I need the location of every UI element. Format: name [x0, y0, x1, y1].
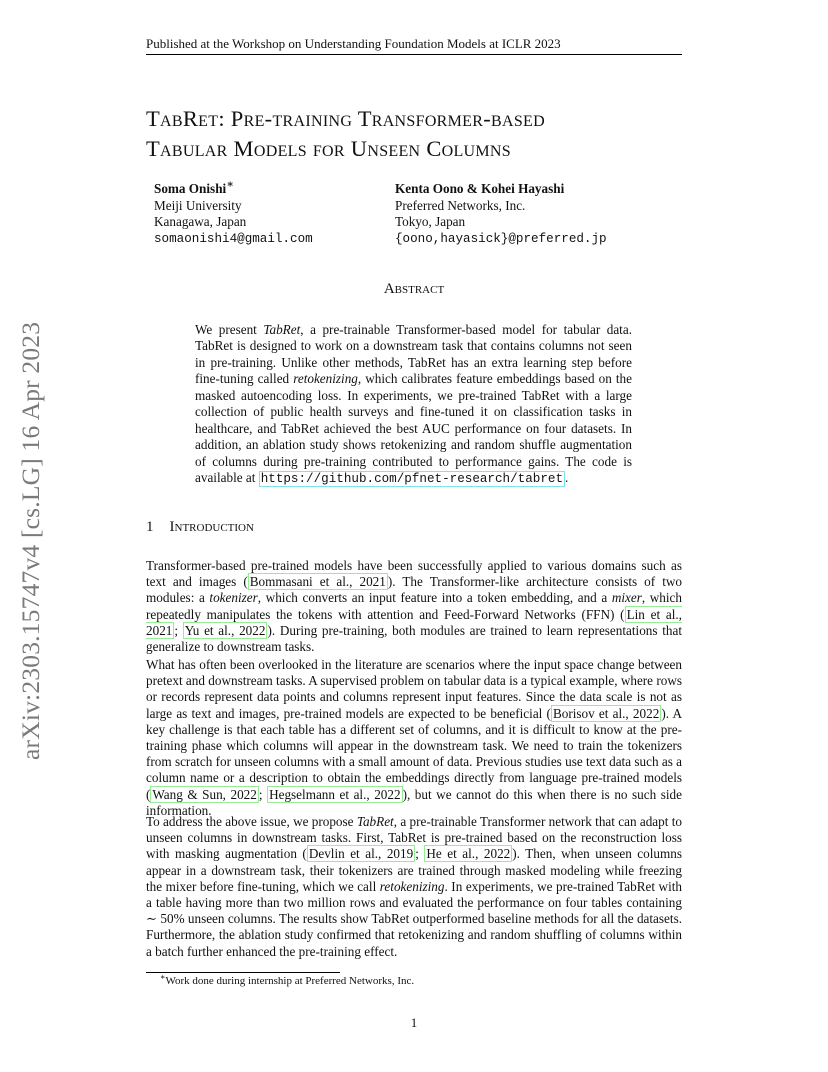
paragraph-text: , a pre-trainable Transformer network that can adapt to unseen columns in downstream tasks. First, TabRet is pre-trained based on the reconstruction loss with masking augmentation ( [146, 814, 682, 862]
citation-link[interactable]: Devlin et al., 2019 [308, 846, 414, 862]
paragraph-text: , which repeatedly manipulates the tokens with attention and Feed-Forward Networks (FFN) ( [146, 590, 682, 622]
abstract-text: . [565, 470, 569, 486]
citation-link[interactable]: He et al., 2022 [426, 846, 511, 862]
author-location: Kanagawa, Japan [154, 214, 247, 230]
intro-paragraph-1 [146, 558, 682, 655]
title-line-2: Tabular Models for Unseen Columns [146, 136, 511, 161]
emphasis: TabRet [356, 814, 394, 829]
section-number: 1 [146, 519, 154, 535]
emphasis: tokenizer [209, 590, 258, 606]
author-email: {oono,hayasick}@preferred.jp [395, 231, 607, 246]
header-rule [146, 54, 682, 55]
footnote-mark: ∗ [160, 972, 166, 982]
author-footnote-mark: ∗ [226, 178, 234, 191]
citation-link[interactable]: Lin et al., 2021 [146, 606, 682, 638]
author-name [154, 178, 313, 198]
citation-link[interactable]: Yu et al., 2022 [184, 622, 266, 638]
emphasis: retokenizing [379, 878, 445, 894]
paragraph-text: . In experiments, we pre-trained TabRet with a table having more than two million rows and evaluated the performance on four tables containing ∼ 50% unseen columns. The results show TabRet outperformed baseline methods for all the datasets. Furthermore, the ablation study confirmed that retokenizing and random shuffling of columns within a batch further enhanced the pre-training effect. [146, 878, 682, 959]
author-email: somaonishi4@gmail.com [154, 231, 313, 246]
running-header: Published at the Workshop on Understanding Foundation Models at ICLR 2023 [146, 36, 561, 51]
abstract-emphasis: TabRet [263, 322, 301, 337]
intro-paragraph-2 [146, 657, 682, 819]
paragraph-text: ; [258, 786, 268, 802]
emphasis: mixer [611, 590, 642, 606]
paragraph-text: ; [415, 846, 425, 862]
author-location: Tokyo, Japan [395, 214, 466, 230]
footnote [160, 972, 415, 987]
author-name: Kenta Oono & Kohei Hayashi [395, 181, 565, 196]
footnote-text: Work done during internship at Preferred Networks, Inc. [165, 975, 415, 987]
paragraph-text: ). The Transformer-like architecture consists of two modules: a [146, 574, 682, 606]
author-affiliation: Meiji University [154, 197, 242, 213]
intro-paragraph-3 [146, 814, 682, 960]
author-name-text: Soma Onishi [154, 181, 227, 196]
paragraph-text: ). During pre-training, both modules are trained to learn representations that generalize to downstream tasks. [146, 622, 682, 655]
abstract-heading: Abstract [383, 281, 445, 297]
abstract-text: We present [195, 322, 264, 337]
section-title: Introduction [169, 519, 254, 535]
page-number: 1 [410, 1015, 418, 1030]
paragraph-text: Transformer-based pre-trained models have been successfully applied to various domains such as text and images ( [146, 558, 682, 590]
abstract-text: , a pre-trainable Transformer-based model for tabular data. TabRet is designed to work on a downstream task that contains columns not seen in pre-training. Unlike other methods, TabRet has an extra learning step before fine-tuning called [195, 322, 632, 387]
author-affiliation: Preferred Networks, Inc. [395, 197, 526, 213]
paragraph-text: To address the above issue, we propose [146, 814, 357, 829]
code-link[interactable]: https://github.com/pfnet-research/tabret [260, 472, 564, 487]
citation-link[interactable]: Borisov et al., 2022 [552, 705, 660, 721]
paragraph-text: ), but we cannot do this when there is no such side information. [146, 786, 682, 818]
paragraph-text: , which converts an input feature into a token embedding, and a [257, 590, 612, 606]
citation-link[interactable]: Wang & Sun, 2022 [152, 786, 257, 802]
arxiv-stamp: arXiv:2303.15747v4 [cs.LG] 16 Apr 2023 [16, 321, 45, 760]
citation-link[interactable]: Bommasani et al., 2021 [249, 574, 386, 590]
abstract-text: , which calibrates feature embeddings based on the masked autoencoding loss. In experiments, we pre-trained TabRet with a large collection of public health surveys and fine-tuned it on classification tasks in healthcare, and TabRet achieved the best AUC performance on four datasets. In addition, an ablation study shows retokenizing and random shuffle augmentation of columns during pre-training contributed to performance gains. The code is available at [195, 371, 633, 486]
abstract-body [195, 322, 632, 488]
paper-title [146, 104, 706, 164]
paragraph-text: ). A key challenge is that each table has a different set of columns, and it is difficult to know at the pre-training phase which columns will appear in the downstream task. We need to train the tokenizers from scratch for unseen columns with a small amount of data. Previous studies use text data such as a column name or a description to obtain the embeddings directly from language pre-trained models ( [146, 705, 682, 802]
author-block-2 [395, 181, 607, 247]
abstract-emphasis: retokenizing [293, 371, 358, 387]
section-heading-introduction [146, 519, 254, 536]
paragraph-text: ; [174, 622, 183, 638]
footnote-rule [146, 972, 340, 973]
citation-link[interactable]: Hegselmann et al., 2022 [269, 786, 401, 802]
author-block-1 [154, 178, 313, 247]
paragraph-text: What has often been overlooked in the literature are scenarios where the input space change between pretext and downstream tasks. A supervised problem on tabular data is a typical example, where rows or records represent data points and columns represent input features. Since the data scale is not as large as text and images, pre-trained models are expected to be beneficial ( [146, 657, 682, 721]
paragraph-text: ). Then, when unseen columns appear in a downstream task, their tokenizers are trained through masked modeling while freezing the mixer before fine-tuning, which we call [146, 846, 682, 894]
title-line-1: TabRet: Pre-training Transformer-based [146, 106, 545, 131]
